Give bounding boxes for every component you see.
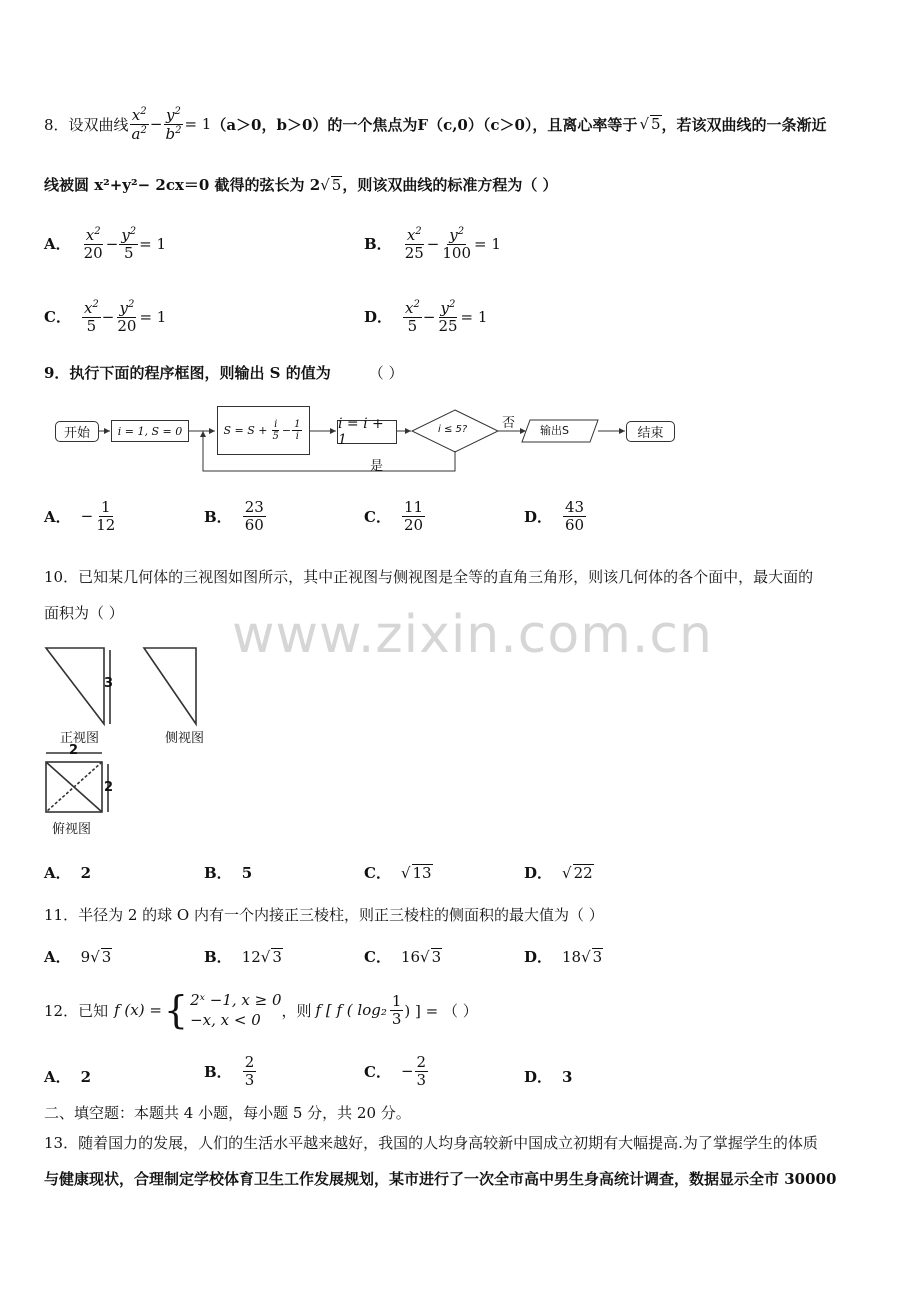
q9-option-c[interactable]: C． $\frac{11}{20}$ [364, 498, 424, 534]
flow-end: 结束 [626, 421, 675, 442]
q8-option-a[interactable]: A． $\frac{x^2}{20}$ − $\frac{y^2}{5}$ = 1 [44, 226, 167, 262]
flow-increment: i = i + 1 [337, 420, 397, 444]
q8-option-d[interactable]: D． $\frac{x^2}{5}$ − $\frac{y^2}{25}$ = 1 [364, 299, 488, 335]
side-view-label: 侧视图 [165, 731, 205, 746]
q8-frac-x: $\frac{x^2}{a^2}$ [131, 106, 147, 143]
q8-option-b[interactable]: B． $\frac{x^2}{25}$ − $\frac{y^2}{100}$ = 1 [364, 226, 501, 262]
watermark: www.zixin.com.cn [232, 605, 713, 665]
q8-focus: F（c,0）（c＞0），且离心率等于 [417, 115, 638, 134]
q10-line1: 10．已知某几何体的三视图如图所示，其中正视图与侧视图是全等的直角三角形，则该几何体的各个面中，最大面的 [44, 568, 814, 586]
q9-option-a[interactable]: A． − $\frac{1}{12}$ [44, 498, 116, 534]
q11-option-a[interactable]: A． 9 √ 3 [44, 947, 112, 966]
q8-line2b: ，则该双曲线的标准方程为（ ） [342, 176, 558, 194]
flow-start: 开始 [55, 421, 99, 442]
q9-option-d[interactable]: D． $\frac{43}{60}$ [524, 498, 585, 534]
flow-output: 输出S [540, 424, 569, 437]
q12-option-b[interactable]: B． $\frac{2}{3}$ [204, 1053, 255, 1089]
flow-condition: i ≤ 5? [438, 424, 468, 435]
q11-stem: 11．半径为 2 的球 O 内有一个内接正三棱柱，则正三棱柱的侧面积的最大值为（ ） [44, 906, 604, 924]
q11-option-c[interactable]: C． 16 √ 3 [364, 947, 442, 966]
top-view-depth: 2 [104, 780, 114, 795]
flow-yes-label: 是 [370, 459, 384, 474]
q9-stem: 9．执行下面的程序框图，则输出 S 的值为 （ ） [44, 364, 404, 382]
q12-case1: 2ˣ −1, x ≥ 0 [190, 991, 282, 1009]
q10-option-a[interactable]: A． 2 [44, 863, 92, 882]
q9-option-b[interactable]: B． $\frac{23}{60}$ [204, 498, 264, 534]
q13-line1: 13．随着国力的发展，人们的生活水平越来越好，我国的人均身高较新中国成立初期有大幅提高.为了掌握学生的体质 [44, 1134, 818, 1152]
q12-option-d[interactable]: D． 3 [524, 1067, 573, 1086]
front-view-label: 正视图 [60, 731, 100, 746]
section-heading: 二、填空题：本题共 4 小题，每小题 5 分，共 20 分。 [44, 1104, 411, 1122]
q11-option-d[interactable]: D． 18 √ 3 [524, 947, 603, 966]
top-view-width: 2 [69, 743, 79, 758]
q8-option-c[interactable]: C． $\frac{x^2}{5}$ − $\frac{y^2}{20}$ = 1 [44, 299, 167, 335]
q8-tail: ，若该双曲线的一条渐近 [661, 115, 827, 134]
q8-line2a: 线被圆 x²+y²− 2cx＝0 截得的弦长为 2 [44, 176, 321, 194]
q10-line2: 面积为（ ） [44, 604, 124, 622]
top-view-label: 俯视图 [52, 822, 92, 837]
q10-option-d[interactable]: D． √ 22 [524, 863, 593, 882]
flow-init: i = 1, S = 0 [111, 420, 189, 442]
q8-number: 8．设双曲线 [44, 115, 129, 134]
q13-line2: 与健康现状，合理制定学校体育卫生工作发展规划，某市进行了一次全市高中男生身高统计调查，数据显示全市 30000 [44, 1170, 837, 1188]
q12-case2: −x, x < 0 [190, 1011, 261, 1030]
q8-frac-y: $\frac{y^2}{b^2}$ [165, 106, 182, 143]
q10-option-c[interactable]: C． √ 13 [364, 863, 432, 882]
q8-line1: 8．设双曲线 $\frac{x^2}{a^2}$ − $\frac{y^2}{b^2}$ = 1 （a＞0，b＞0）的一个焦点为 F（c,0）（c＞0），且离心率等于 √ 5 ，若该双曲线的一条渐近 [44, 106, 827, 143]
q11-option-b[interactable]: B． 12 √ 3 [204, 947, 282, 966]
q12-option-c[interactable]: C． − $\frac{2}{3}$ [364, 1053, 427, 1089]
q10-option-b[interactable]: B． 5 [204, 863, 253, 882]
flow-no-label: 否 [502, 416, 516, 431]
flow-assign: S = S + $\frac{i}{5}$ − $\frac{1}{i}$ [217, 406, 310, 455]
q8-line2: 线被圆 x²+y²− 2cx＝0 截得的弦长为 2√ 5，则该双曲线的标准方程为（ ） [44, 176, 558, 194]
q8-condition: （a＞0，b＞0）的一个焦点为 [211, 115, 418, 134]
q12-stem: 12．已知 f (x) = { 2ˣ −1, x ≥ 0 −x, x < 0 ，则 f [ f ( log₂ $\frac{1}{3}$ ) ] = （ ） [44, 988, 478, 1033]
front-view-height: 3 [104, 676, 114, 691]
q12-option-a[interactable]: A． 2 [44, 1067, 92, 1086]
